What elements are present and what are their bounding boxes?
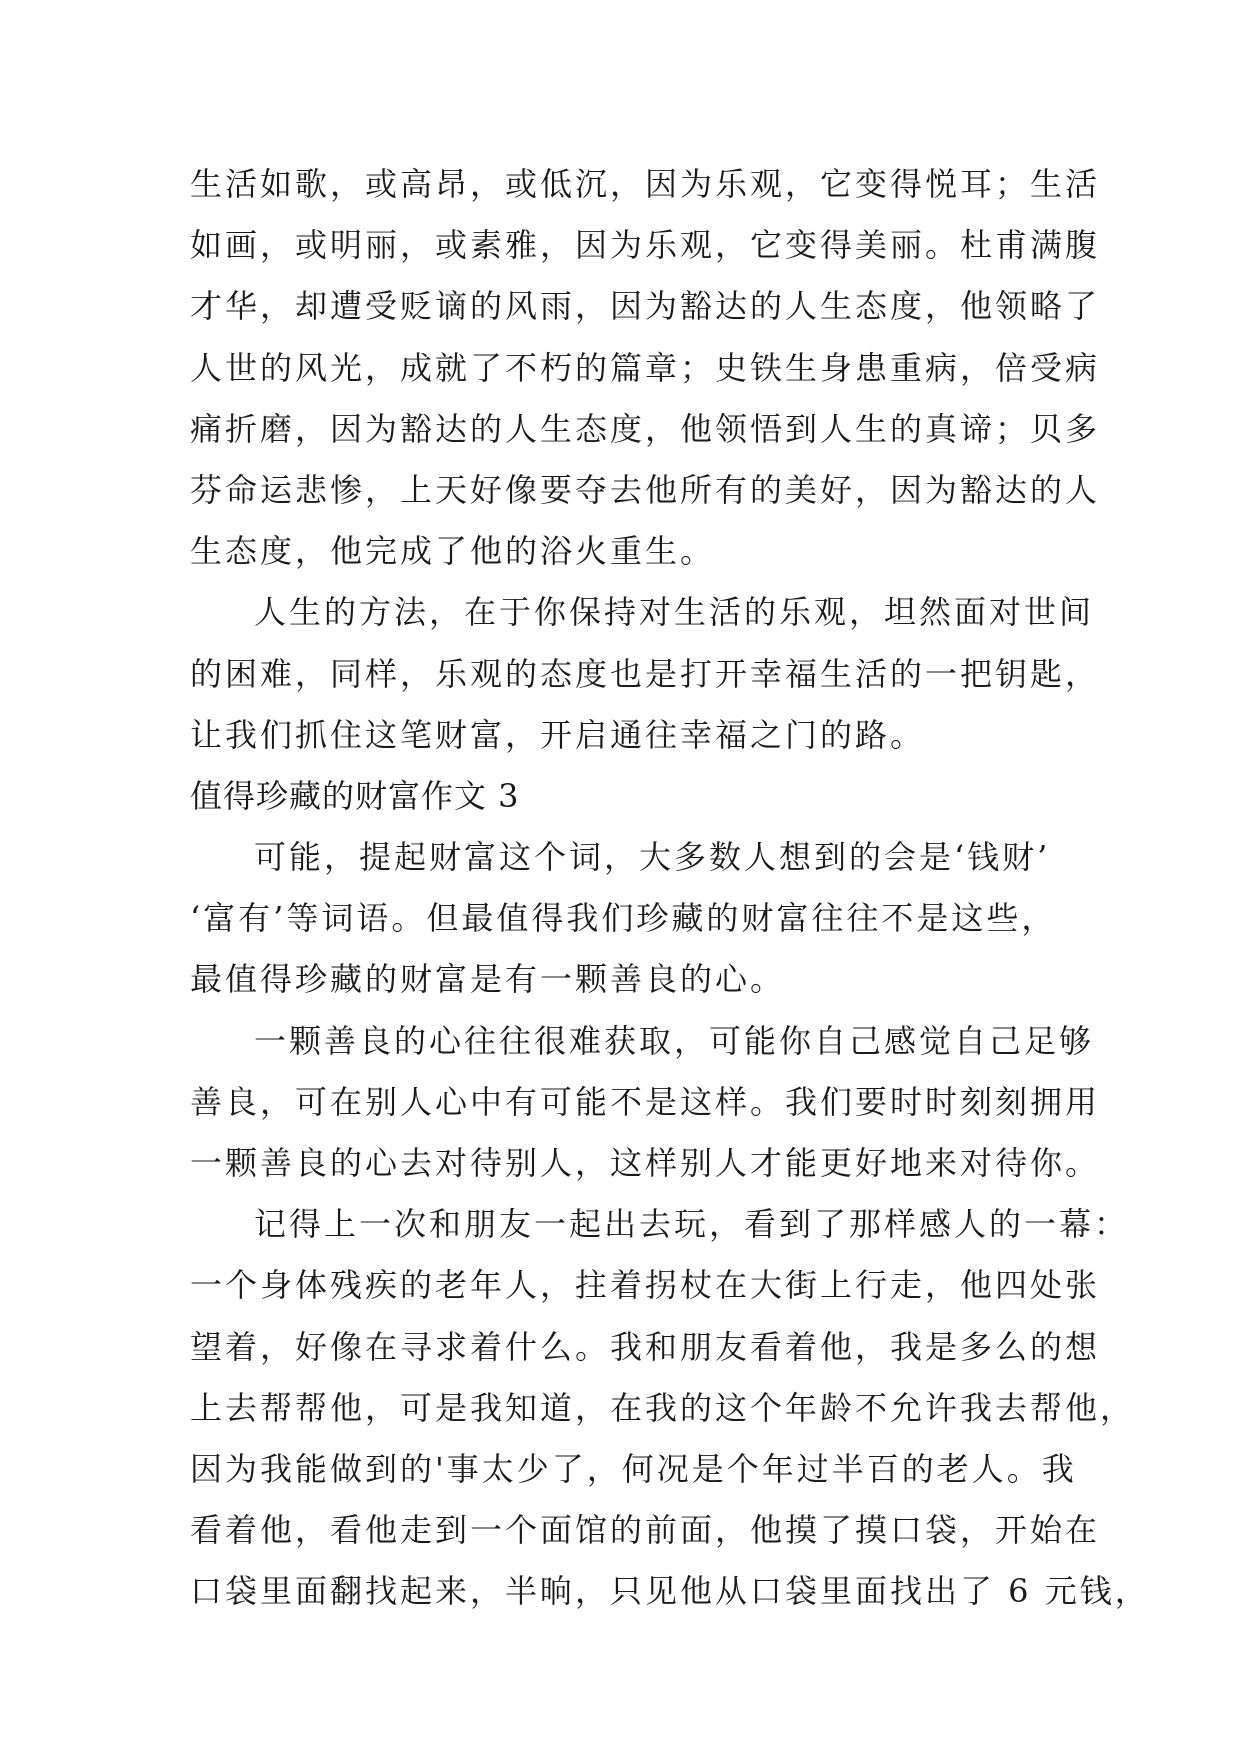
text-line: 因为我能做到的'事太少了，何况是个年过半百的老人。我: [190, 1449, 1077, 1488]
text-line: 生活如歌，或高昂，或低沉，因为乐观，它变得悦耳；生活: [190, 165, 1101, 203]
text-line: 人生的方法，在于你保持对生活的乐观，坦然面对世间: [254, 593, 1095, 632]
text-line: 人世的风光，成就了不朽的篇章；史铁生身患重病，倍受病: [190, 348, 1101, 387]
text-line: 如画，或明丽，或素雅，因为乐观，它变得美丽。杜甫满腹: [190, 226, 1101, 265]
text-line: 上去帮帮他，可是我知道，在我的这个年龄不允许我去帮他，: [190, 1388, 1136, 1427]
text-line: 让我们抓住这笔财富，开启通往幸福之门的路。: [190, 715, 926, 754]
text-line: 芬命运悲惨，上天好像要夺去他所有的美好，因为豁达的人: [190, 470, 1101, 509]
text-line: 一个身体残疾的老年人，拄着拐杖在大街上行走，他四处张: [190, 1266, 1101, 1305]
text-line: 一颗善良的心去对待别人，这样别人才能更好地来对待你。: [190, 1144, 1101, 1182]
text-line: 生态度，他完成了他的浴火重生。: [190, 532, 716, 571]
text-line: 记得上一次和朋友一起出去玩，看到了那样感人的一幕：: [254, 1205, 1130, 1244]
text-line: 痛折磨，因为豁达的人生态度，他领悟到人生的真谛；贝多: [190, 409, 1101, 448]
document-body: [190, 154, 1150, 1623]
text-line: 最值得珍藏的财富是有一颗善良的心。: [190, 960, 786, 999]
text-line: 可能，提起财富这个词，大多数人想到的会是‘钱财’: [254, 838, 1051, 877]
text-line: 的困难，同样，乐观的态度也是打开幸福生活的一把钥匙，: [190, 654, 1101, 693]
section-heading: 值得珍藏的财富作文 3: [190, 776, 520, 815]
text-line: 一颗善良的心往往很难获取，可能你自己感觉自己足够: [254, 1021, 1095, 1060]
text-line: 才华，却遭受贬谪的风雨，因为豁达的人生态度，他领略了: [190, 287, 1101, 326]
text-line: 口袋里面翻找起来，半晌，只见他从口袋里面找出了 6 元钱，: [190, 1572, 1150, 1611]
text-line: 善良，可在别人心中有可能不是这样。我们要时时刻刻拥用: [190, 1082, 1101, 1121]
text-line: 望着，好像在寻求着什么。我和朋友看着他，我是多么的想: [190, 1327, 1101, 1366]
text-line: ‘富有’等词语。但最值得我们珍藏的财富往往不是这些，: [190, 899, 1057, 938]
text-line: 看着他，看他走到一个面馆的前面，他摸了摸口袋，开始在: [190, 1511, 1101, 1550]
